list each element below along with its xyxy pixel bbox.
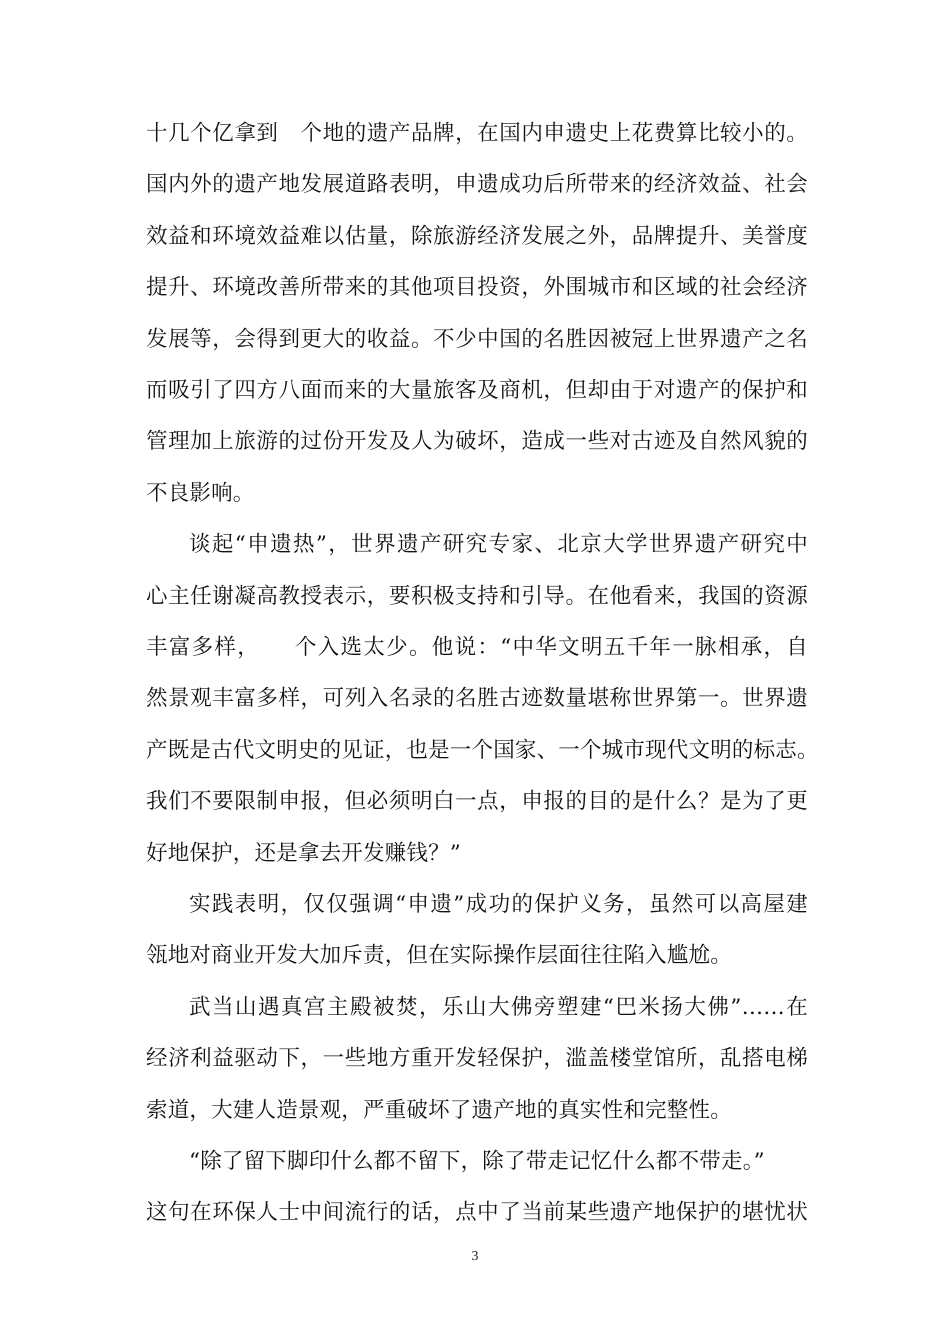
text-line: 而吸引了四方八面而来的大量旅客及商机，但却由于对遗产的保护和 [146, 378, 808, 403]
text-line: 然景观丰富多样，可列入名录的名胜古迹数量堪称世界第一。世界遗 [146, 686, 808, 711]
paragraph-first-line: 武当山遇真宫主殿被焚，乐山大佛旁塑建“巴米扬大佛”……在 [189, 995, 808, 1020]
page-number: 3 [471, 1249, 479, 1264]
text-line: 产既是古代文明史的见证，也是一个国家、一个城市现代文明的标志。 [146, 738, 819, 763]
text-line: 管理加上旅游的过份开发及人为破坏，造成一些对古迹及自然风貌的 [146, 429, 808, 454]
text-line: 十几个亿拿到 个地的遗产品牌，在国内申遗史上花费算比较小的。 [146, 121, 808, 146]
text-line: 发展等，会得到更大的收益。不少中国的名胜因被冠上世界遗产之名 [146, 327, 808, 352]
text-line: 国内外的遗产地发展道路表明，申遗成功后所带来的经济效益、社会 [146, 172, 808, 197]
paragraph-first-line: 谈起“申遗热”，世界遗产研究专家、北京大学世界遗产研究中 [189, 532, 808, 557]
text-line: 效益和环境效益难以估量，除旅游经济发展之外，品牌提升、美誉度 [146, 224, 808, 249]
text-line: 经济利益驱动下，一些地方重开发轻保护，滥盖楼堂馆所，乱搭电梯 [146, 1046, 808, 1071]
text-line: 不良影响。 [146, 481, 255, 506]
text-line: 心主任谢凝高教授表示，要积极支持和引导。在他看来，我国的资源 [146, 584, 808, 609]
text-line: 瓴地对商业开发大加斥责，但在实际操作层面往往陷入尴尬。 [146, 943, 732, 968]
text-line: 提升、环境改善所带来的其他项目投资，外围城市和区域的社会经济 [146, 275, 808, 300]
text-line: 这句在环保人士中间流行的话，点中了当前某些遗产地保护的堪忧状 [146, 1200, 808, 1225]
text-line: 丰富多样， 个入选太少。他说：“中华文明五千年一脉相承，自 [146, 635, 808, 660]
text-line: 好地保护，还是拿去开发赚钱？” [146, 841, 461, 866]
text-line: 我们不要限制申报，但必须明白一点，申报的目的是什么？是为了更 [146, 789, 808, 814]
paragraph-first-line: 实践表明，仅仅强调“申遗”成功的保护义务，虽然可以高屋建 [189, 892, 808, 917]
paragraph-first-line: “除了留下脚印什么都不留下，除了带走记忆什么都不带走。” [189, 1149, 765, 1174]
text-line: 索道，大建人造景观，严重破坏了遗产地的真实性和完整性。 [146, 1098, 732, 1123]
